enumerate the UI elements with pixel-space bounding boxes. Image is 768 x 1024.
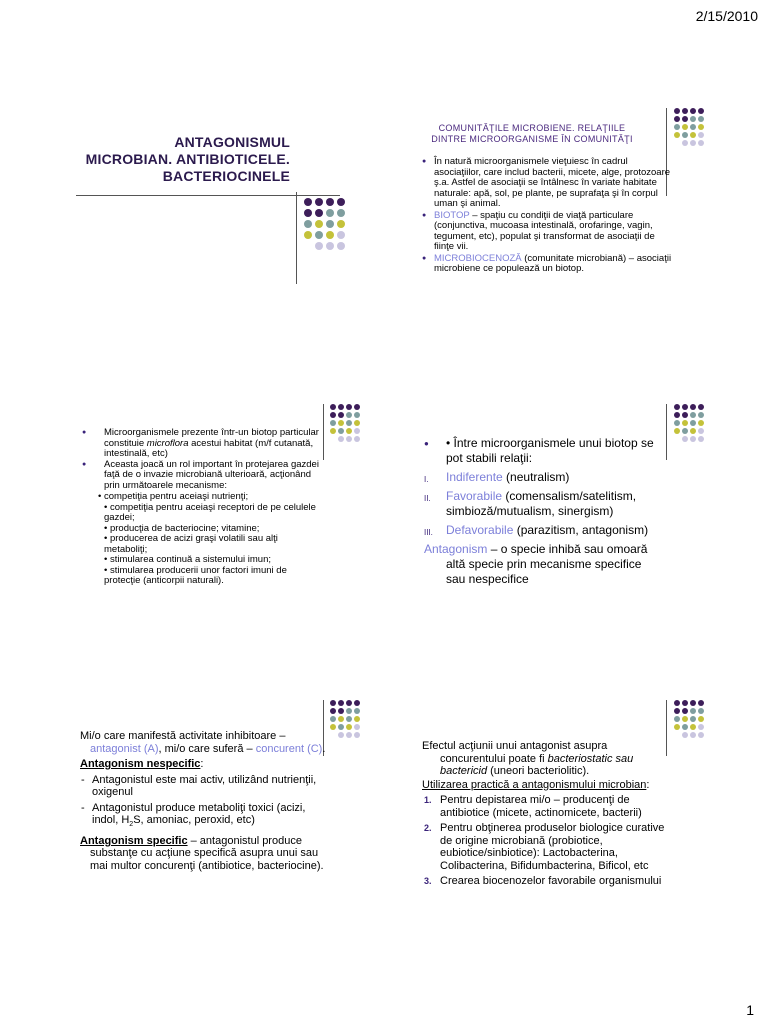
- decorative-dot: [354, 412, 360, 418]
- decorative-dot: [674, 724, 680, 730]
- slide1-vertical-rule: [296, 192, 297, 284]
- decorative-dot: [354, 436, 360, 442]
- decorative-dot: [304, 242, 312, 250]
- slide3-mechanisms: • competiţia pentru aceiaşi nutrienţi; • competiţia pentru aceiaşi receptori de pe celulele gazdei; • producţia de bacteriocine; vitamine; • producerea de acizi graşi volatili sau alţi metaboliţi; • stimularea continuă a sistemului imun; • stimularea producerii unor factori imuni de protecţie (anticorpii naturali).: [98, 491, 316, 586]
- slide2-title: COMUNITĂŢILE MICROBIENE. RELAŢIILE DINTRE MICROORGANISME ÎN COMUNITĂŢI: [431, 123, 633, 144]
- decorative-dot: [338, 404, 344, 410]
- decorative-dot-grid: [304, 198, 345, 250]
- decorative-dot: [346, 716, 352, 722]
- decorative-dot: [682, 412, 688, 418]
- decorative-dot: [698, 724, 704, 730]
- slide4-intro: ● • Între microorganismele unui biotop se pot stabili relaţii:: [424, 436, 654, 465]
- decorative-dot: [354, 404, 360, 410]
- decorative-dot: [326, 209, 334, 217]
- decorative-dot: [354, 732, 360, 738]
- decorative-dot: [698, 708, 704, 714]
- list-item: ● Microorganismele prezente într-un biotop particular constituie microflora acestui habitat (m/f cutanată, intestinală, etc): [82, 428, 322, 460]
- decorative-dot: [330, 428, 336, 434]
- decorative-dot: [338, 428, 344, 434]
- decorative-dot: [674, 428, 680, 434]
- decorative-dot: [338, 436, 344, 442]
- decorative-dot: [698, 404, 704, 410]
- decorative-dot: [682, 436, 688, 442]
- slide3-vertical-rule: [323, 404, 324, 460]
- decorative-dot: [338, 708, 344, 714]
- decorative-dot: [330, 404, 336, 410]
- decorative-dot: [354, 708, 360, 714]
- decorative-dot: [690, 428, 696, 434]
- decorative-dot: [698, 420, 704, 426]
- list-item: 2. Pentru obţinerea produselor biologice curative de origine microbiană (probiotice, eubiotice/sinbiotice): Lactobacterina, Colibacterina, Bifidumbacterina, Bificol, etc: [424, 822, 665, 872]
- decorative-dot: [346, 420, 352, 426]
- decorative-dot: [338, 420, 344, 426]
- decorative-dot: [674, 140, 680, 146]
- list-item: III. Defavorabile (parazitism, antagonism): [424, 523, 649, 537]
- print-date: 2/15/2010: [695, 8, 758, 24]
- decorative-dot: [337, 231, 345, 239]
- decorative-dot: [674, 420, 680, 426]
- usage-list: [422, 794, 668, 888]
- page-number: 1: [746, 1002, 754, 1018]
- decorative-dot: [682, 700, 688, 706]
- usage-heading: Utilizarea practică a antagonismului microbian:: [422, 778, 650, 791]
- decorative-dot: [690, 724, 696, 730]
- decorative-dot: [354, 420, 360, 426]
- decorative-dot: [682, 116, 688, 122]
- decorative-dot: [330, 716, 336, 722]
- decorative-dot: [674, 700, 680, 706]
- decorative-dot: [330, 708, 336, 714]
- decorative-dot: [338, 716, 344, 722]
- decorative-dot: [326, 220, 334, 228]
- decorative-dot-grid: [330, 404, 360, 442]
- slide5-content: [80, 730, 328, 872]
- decorative-dot: [690, 420, 696, 426]
- decorative-dot: [315, 198, 323, 206]
- decorative-dot: [337, 198, 345, 206]
- decorative-dot: [698, 700, 704, 706]
- decorative-dot: [346, 732, 352, 738]
- decorative-dot: [326, 198, 334, 206]
- decorative-dot: [346, 700, 352, 706]
- specific-definition: Antagonism specific – antagonistul produce substanţe cu acţiune specifică asupra unui sau mai multor concurenţi (antibiotice, bacteriocine).: [80, 834, 324, 872]
- decorative-dot: [682, 732, 688, 738]
- decorative-dot: [338, 732, 344, 738]
- slide6-content: [422, 740, 668, 888]
- decorative-dot: [690, 108, 696, 114]
- decorative-dot: [674, 732, 680, 738]
- decorative-dot: [304, 198, 312, 206]
- decorative-dot: [354, 716, 360, 722]
- decorative-dot: [346, 708, 352, 714]
- decorative-dot: [337, 209, 345, 217]
- list-item: ● În natură microorganismele vieţuiesc în cadrul asociaţiilor, care includ bacterii, micete, alge, protozoare ş.a. Astfel de asociaţii se întâlnesc în variate habitate naturale: apă, sol, pe plante, pe suprafaţa şi în corpul uman şi animal.: [422, 157, 672, 210]
- decorative-dot: [690, 404, 696, 410]
- list-item: - Antagonistul produce metaboliţi toxici (acizi, indol, $H_2S$, amoniac, peroxid, etc): [80, 802, 328, 832]
- decorative-dot: [682, 716, 688, 722]
- decorative-dot: [690, 700, 696, 706]
- decorative-dot: [690, 708, 696, 714]
- decorative-dot: [698, 140, 704, 146]
- decorative-dot: [682, 724, 688, 730]
- decorative-dot: [326, 231, 334, 239]
- decorative-dot: [674, 108, 680, 114]
- decorative-dot: [330, 412, 336, 418]
- decorative-dot: [682, 140, 688, 146]
- effect-text: Efectul acţiunii unui antagonist asupra concurentului poate fi bacteriostatic sau bactericid (uneori bacteriolitic).: [422, 740, 634, 777]
- antagonist-concurent-def: Mi/o care manifestă activitate inhibitoare – antagonist (A), mi/o care suferă – concurent (C).: [80, 730, 326, 755]
- slide1-divider: [76, 195, 340, 196]
- decorative-dot: [338, 412, 344, 418]
- decorative-dot: [315, 209, 323, 217]
- decorative-dot: [674, 116, 680, 122]
- decorative-dot: [304, 209, 312, 217]
- decorative-dot: [690, 716, 696, 722]
- decorative-dot: [315, 242, 323, 250]
- decorative-dot: [674, 708, 680, 714]
- decorative-dot: [698, 732, 704, 738]
- decorative-dot: [346, 428, 352, 434]
- decorative-dot: [682, 124, 688, 130]
- decorative-dot: [346, 412, 352, 418]
- decorative-dot: [326, 242, 334, 250]
- list-item: I. Indiferente (neutralism): [424, 470, 570, 484]
- decorative-dot: [698, 132, 704, 138]
- decorative-dot: [330, 700, 336, 706]
- decorative-dot: [690, 124, 696, 130]
- decorative-dot: [337, 242, 345, 250]
- decorative-dot: [346, 724, 352, 730]
- decorative-dot: [346, 404, 352, 410]
- relations-list: [424, 470, 664, 538]
- decorative-dot: [682, 428, 688, 434]
- decorative-dot: [337, 220, 345, 228]
- decorative-dot: [338, 700, 344, 706]
- decorative-dot: [674, 124, 680, 130]
- list-item: 3. Crearea biocenozelor favorabile organismului: [424, 875, 662, 887]
- decorative-dot: [674, 404, 680, 410]
- decorative-dot: [690, 412, 696, 418]
- list-item: ● Aceasta joacă un rol important în protejarea gazdei faţă de o invazie microbiană ulterioară, acţionând prin următoarele mecanisme:: [82, 460, 322, 492]
- decorative-dot: [698, 428, 704, 434]
- decorative-dot: [330, 732, 336, 738]
- decorative-dot: [698, 116, 704, 122]
- decorative-dot: [698, 412, 704, 418]
- decorative-dot: [674, 132, 680, 138]
- decorative-dot: [698, 108, 704, 114]
- list-item: 1. Pentru depistarea mi/o – producenţi de antibiotice (micete, actinomicete, bacterii): [424, 794, 642, 819]
- decorative-dot: [304, 231, 312, 239]
- slide4-vertical-rule: [666, 404, 667, 460]
- decorative-dot: [354, 428, 360, 434]
- decorative-dot: [315, 231, 323, 239]
- decorative-dot: [330, 724, 336, 730]
- decorative-dot: [354, 700, 360, 706]
- decorative-dot: [682, 108, 688, 114]
- decorative-dot-grid: [674, 108, 704, 146]
- decorative-dot: [682, 708, 688, 714]
- decorative-dot: [690, 732, 696, 738]
- decorative-dot: [304, 220, 312, 228]
- list-item: II. Favorabile (comensalism/satelitism, simbioză/mutualism, sinergism): [424, 489, 637, 518]
- decorative-dot: [354, 724, 360, 730]
- decorative-dot-grid: [674, 404, 704, 442]
- decorative-dot: [682, 420, 688, 426]
- decorative-dot: [698, 436, 704, 442]
- decorative-dot: [682, 404, 688, 410]
- nespecific-list: [80, 774, 328, 832]
- slide4-content: [424, 436, 664, 587]
- decorative-dot: [674, 412, 680, 418]
- decorative-dot: [338, 724, 344, 730]
- slide2-bullets: [422, 157, 672, 275]
- decorative-dot: [698, 716, 704, 722]
- decorative-dot: [690, 436, 696, 442]
- decorative-dot: [315, 220, 323, 228]
- decorative-dot: [674, 436, 680, 442]
- decorative-dot: [346, 436, 352, 442]
- decorative-dot: [674, 716, 680, 722]
- antagonism-definition: Antagonism – o specie inhibă sau omoară altă specie prin mecanisme specifice sau nespecifice: [424, 542, 648, 586]
- nespecific-heading: Antagonism nespecific:: [80, 758, 204, 770]
- list-item: - Antagonistul este mai activ, utilizând nutrienţii, oxigenul: [80, 774, 328, 799]
- list-item: ● BIOTOP – spaţiu cu condiţii de viaţă particulare (conjunctiva, mucoasa intestinală, orofaringe, vagin, tegument, etc), populat şi transformat de asociaţii de fiinţe vii.: [422, 211, 672, 253]
- decorative-dot: [690, 132, 696, 138]
- slide3-bullets: [82, 428, 322, 491]
- decorative-dot: [698, 124, 704, 130]
- slide1-title: ANTAGONISMUL MICROBIAN. ANTIBIOTICELE. BACTERIOCINELE: [85, 134, 290, 184]
- decorative-dot: [330, 436, 336, 442]
- decorative-dot: [330, 420, 336, 426]
- decorative-dot: [690, 116, 696, 122]
- decorative-dot-grid: [674, 700, 704, 738]
- decorative-dot: [682, 132, 688, 138]
- decorative-dot: [690, 140, 696, 146]
- list-item: ● MICROBIOCENOZĂ (comunitate microbiană) – asociaţii microbiene ce populează un biotop.: [422, 254, 672, 275]
- decorative-dot-grid: [330, 700, 360, 738]
